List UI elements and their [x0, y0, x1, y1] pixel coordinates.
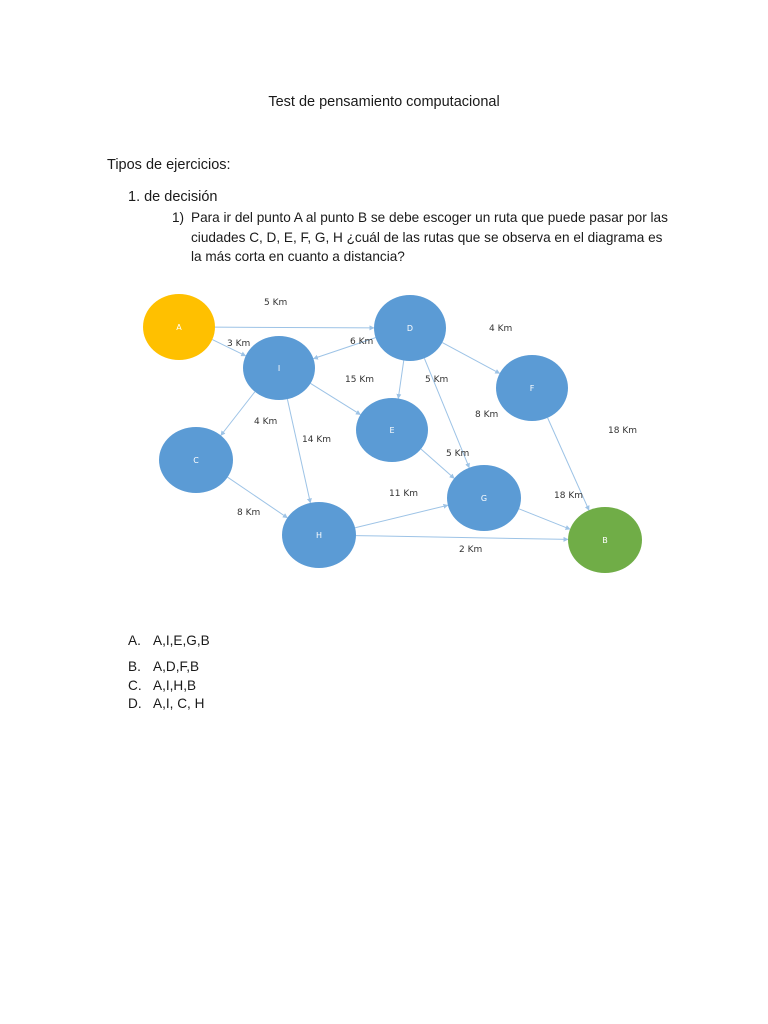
option-letter: D. — [128, 696, 142, 711]
answer-option-d — [128, 696, 204, 711]
edge-G-B — [519, 509, 570, 529]
question-line: la más corta en cuanto a distancia? — [191, 249, 405, 264]
answer-option-c — [128, 678, 196, 693]
edge-label-D-G: 8 Km — [475, 410, 499, 420]
node-label-E: E — [389, 426, 395, 435]
answer-option-a — [128, 633, 210, 648]
edge-label-A-I: 3 Km — [227, 339, 251, 349]
edge-H-B — [356, 536, 568, 540]
node-label-A: A — [176, 323, 182, 332]
section-heading: Tipos de ejercicios: — [107, 157, 231, 173]
edge-H-G — [355, 505, 448, 528]
question-number: 1) — [172, 210, 185, 225]
edge-I-E — [311, 383, 361, 414]
node-F — [496, 355, 568, 421]
route-diagram — [130, 280, 650, 580]
node-A — [143, 294, 215, 360]
edge-label-A-D: 5 Km — [264, 298, 288, 308]
question-line: Para ir del punto A al punto B se debe escoger un ruta que puede pasar por las — [191, 210, 668, 225]
option-letter: C. — [128, 678, 142, 693]
node-G — [447, 465, 521, 531]
edge-label-C-H: 8 Km — [237, 508, 261, 518]
edge-label-D-I: 6 Km — [350, 337, 374, 347]
node-H — [282, 502, 356, 568]
edge-label-G-B: 18 Km — [554, 491, 583, 501]
option-letter: B. — [128, 659, 141, 674]
edge-label-F-B: 18 Km — [608, 426, 637, 436]
edge-label-D-E: 5 Km — [425, 375, 449, 385]
node-I — [243, 336, 315, 400]
answer-option-b — [128, 659, 199, 674]
edge-A-D — [215, 327, 374, 328]
edge-I-C — [221, 392, 255, 436]
node-C — [159, 427, 233, 493]
node-label-G: G — [480, 494, 488, 503]
option-text: A,D,F,B — [153, 659, 200, 674]
edge-D-E — [398, 360, 403, 398]
node-label-B: B — [602, 536, 608, 545]
question-block — [172, 208, 672, 267]
question-text — [172, 208, 672, 267]
document-title: Test de pensamiento computacional — [268, 94, 500, 110]
option-text: A,I, C, H — [153, 696, 205, 711]
nodes-layer — [143, 294, 642, 573]
edge-D-F — [442, 343, 499, 374]
question-line: ciudades C, D, E, F, G, H ¿cuál de las rutas que se observa en el diagrama es — [191, 229, 663, 245]
edge-label-E-G: 5 Km — [446, 449, 470, 459]
option-text: A,I,H,B — [153, 678, 197, 693]
node-B — [568, 507, 642, 573]
node-D — [374, 295, 446, 361]
edge-label-I-H: 14 Km — [302, 435, 331, 445]
edge-label-H-G: 11 Km — [389, 489, 418, 499]
edge-label-H-B: 2 Km — [459, 545, 483, 555]
option-letter: A. — [128, 633, 141, 648]
node-label-D: D — [406, 324, 414, 333]
edge-label-I-E: 15 Km — [345, 375, 374, 385]
option-text: A,I,E,G,B — [153, 633, 210, 648]
node-label-F: F — [529, 384, 535, 393]
node-label-H: H — [315, 531, 323, 540]
node-label-I: I — [277, 364, 281, 373]
subsection-heading: 1. de decisión — [128, 189, 218, 205]
edge-I-H — [287, 399, 310, 503]
node-label-C: C — [193, 456, 199, 465]
edge-label-D-F: 4 Km — [489, 324, 513, 334]
node-E — [356, 398, 428, 462]
edge-label-I-C: 4 Km — [254, 417, 278, 427]
